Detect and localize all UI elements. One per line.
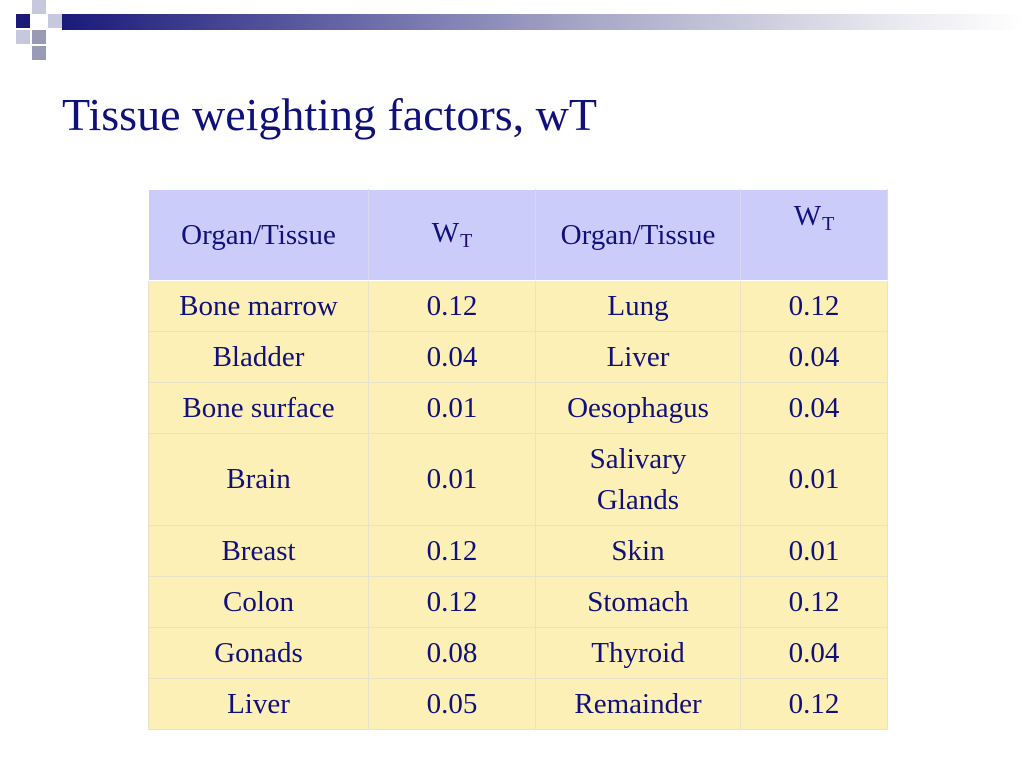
weight-cell: 0.05 [369,679,536,730]
corner-square-icon [48,14,62,28]
title-accent-bar [62,14,1024,30]
organ-cell: Gonads [149,628,369,679]
header-wt-subscript: T [460,230,473,252]
table-row [149,332,888,383]
weight-cell: 0.04 [741,628,888,679]
corner-square-icon [16,14,30,28]
organ-cell: Lung [536,281,741,332]
organ-cell: Oesophagus [536,383,741,434]
organ-cell: Liver [149,679,369,730]
header-organ-tissue: Organ/Tissue [536,190,741,281]
corner-square-icon [32,30,46,44]
organ-cell-line: Glands [596,483,680,516]
organ-cell: Breast [149,526,369,577]
slide-title: Tissue weighting factors, wT [62,89,597,140]
table-row [149,577,888,628]
table-row [149,628,888,679]
corner-square-icon [32,0,46,14]
table-row [149,434,888,526]
organ-cell: Stomach [536,577,741,628]
weight-cell: 0.04 [741,332,888,383]
header-organ-tissue: Organ/Tissue [149,190,369,281]
corner-square-icon [16,30,30,44]
weight-cell: 0.12 [369,281,536,332]
table-body [149,281,888,730]
organ-cell: Bone surface [149,383,369,434]
weight-cell: 0.04 [741,383,888,434]
table-row [149,281,888,332]
weight-cell: 0.12 [741,281,888,332]
organ-cell: Bladder [149,332,369,383]
organ-cell: Liver [536,332,741,383]
organ-cell: Bone marrow [149,281,369,332]
organ-cell [536,434,741,526]
table-header [149,190,888,281]
weight-cell: 0.01 [741,434,888,526]
weight-cell: 0.12 [369,577,536,628]
weight-cell: 0.01 [741,526,888,577]
table-row [149,526,888,577]
header-wt-subscript: T [822,213,835,235]
organ-cell: Colon [149,577,369,628]
weight-cell: 0.08 [369,628,536,679]
header-wt [369,190,536,281]
table-row [149,679,888,730]
tissue-weighting-table [148,189,888,730]
organ-cell: Skin [536,526,741,577]
table-row [149,383,888,434]
weight-cell: 0.12 [369,526,536,577]
corner-square-icon [32,46,46,60]
organ-cell: Brain [149,434,369,526]
weight-cell: 0.12 [741,577,888,628]
weight-cell: 0.01 [369,434,536,526]
header-wt-symbol: W [431,217,460,249]
header-wt [741,190,888,281]
table-header-row [149,190,888,281]
organ-cell: Thyroid [536,628,741,679]
header-wt-symbol: W [793,200,822,232]
organ-cell: Remainder [536,679,741,730]
weight-cell: 0.01 [369,383,536,434]
organ-cell-line: Salivary [589,442,687,475]
weight-cell: 0.12 [741,679,888,730]
weight-cell: 0.04 [369,332,536,383]
